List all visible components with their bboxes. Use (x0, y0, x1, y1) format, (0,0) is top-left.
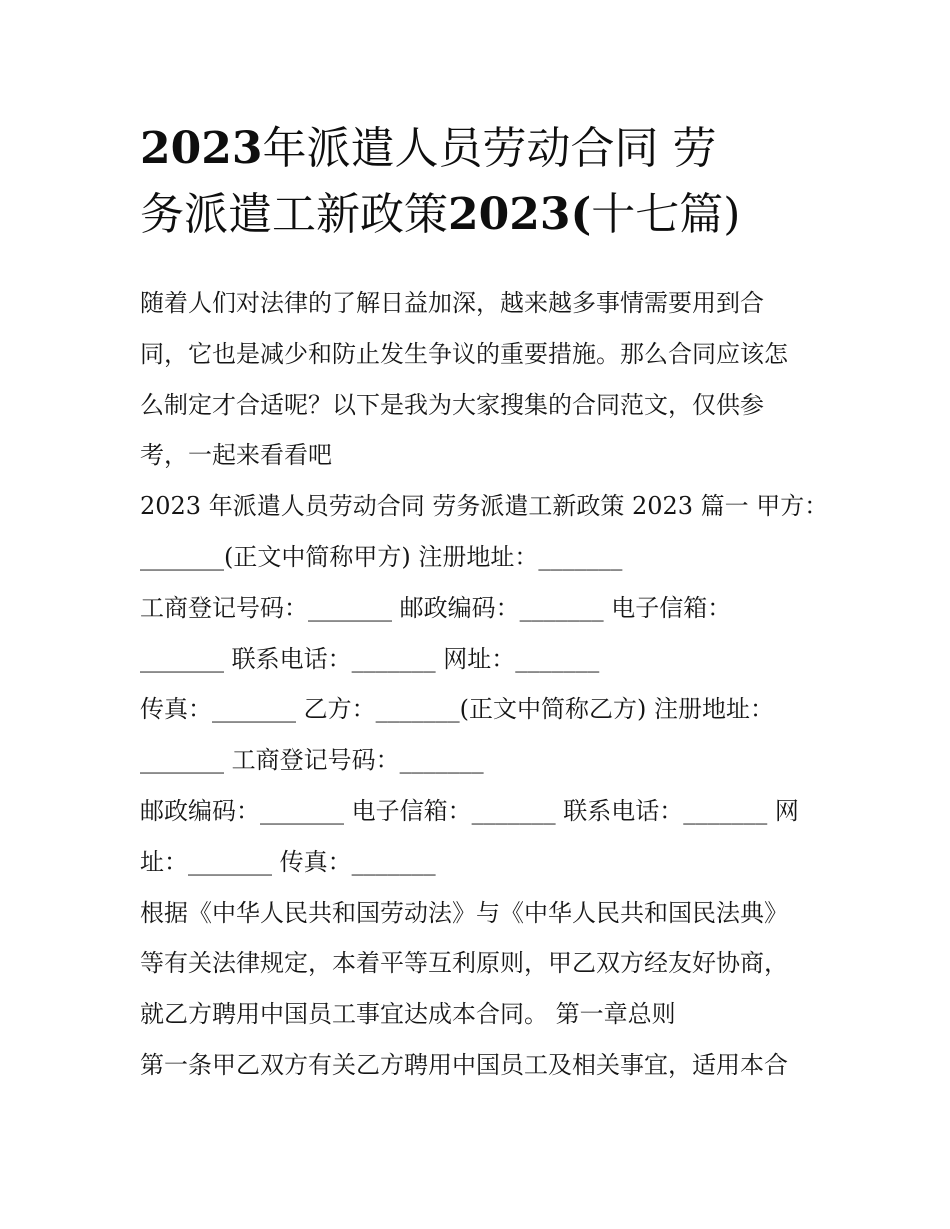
body-line: 随着人们对法律的了解日益加深，越来越多事情需要用到合 (140, 289, 764, 317)
body-line: 同，它也是减少和防止发生争议的重要措施。那么合同应该怎 (140, 339, 788, 368)
document-title (140, 116, 820, 248)
title-line2-text: 务派遣工新政策 (140, 189, 448, 240)
title-year: 2023 (140, 123, 263, 174)
document-body (140, 278, 830, 1091)
body-line: 根据《中华人民共和国劳动法》与《中华人民共和国民法典》 (140, 898, 788, 927)
body-line: _______(正文中简称甲方) 注册地址：_______ (140, 542, 623, 571)
body-line: 么制定才合适呢？以下是我为大家搜集的合同范文，仅供参 (140, 390, 764, 419)
body-line: 邮政编码：_______ 电子信箱：_______ 联系电话：_______ 网 (140, 796, 799, 825)
body-line: 工商登记号码：_______ 邮政编码：_______ 电子信箱： (140, 593, 732, 622)
title-line1-text: 年派遣人员劳动合同 劳 (262, 123, 717, 174)
body-line: 2023 年派遣人员劳动合同 劳务派遣工新政策 2023 篇一 甲方： (140, 492, 829, 521)
body-line: 等有关法律规定，本着平等互利原则，甲乙双方经友好协商， (140, 949, 788, 978)
title-line2-year: 2023( (448, 189, 592, 240)
body-line: 址：_______ 传真：_______ (140, 847, 436, 876)
body-line: 考，一起来看看吧 (140, 441, 332, 470)
body-line: _______ 工商登记号码：_______ (140, 746, 484, 775)
body-line: 就乙方聘用中国员工事宜达成本合同。 第一章总则 (140, 1000, 676, 1029)
body-line: _______ 联系电话：_______ 网址：_______ (140, 644, 600, 673)
body-line: 传真：_______ 乙方：_______(正文中简称乙方) 注册地址： (140, 695, 774, 724)
title-line2-end: 十七篇) (591, 189, 741, 240)
body-line: 第一条甲乙双方有关乙方聘用中国员工及相关事宜，适用本合 (140, 1050, 788, 1079)
